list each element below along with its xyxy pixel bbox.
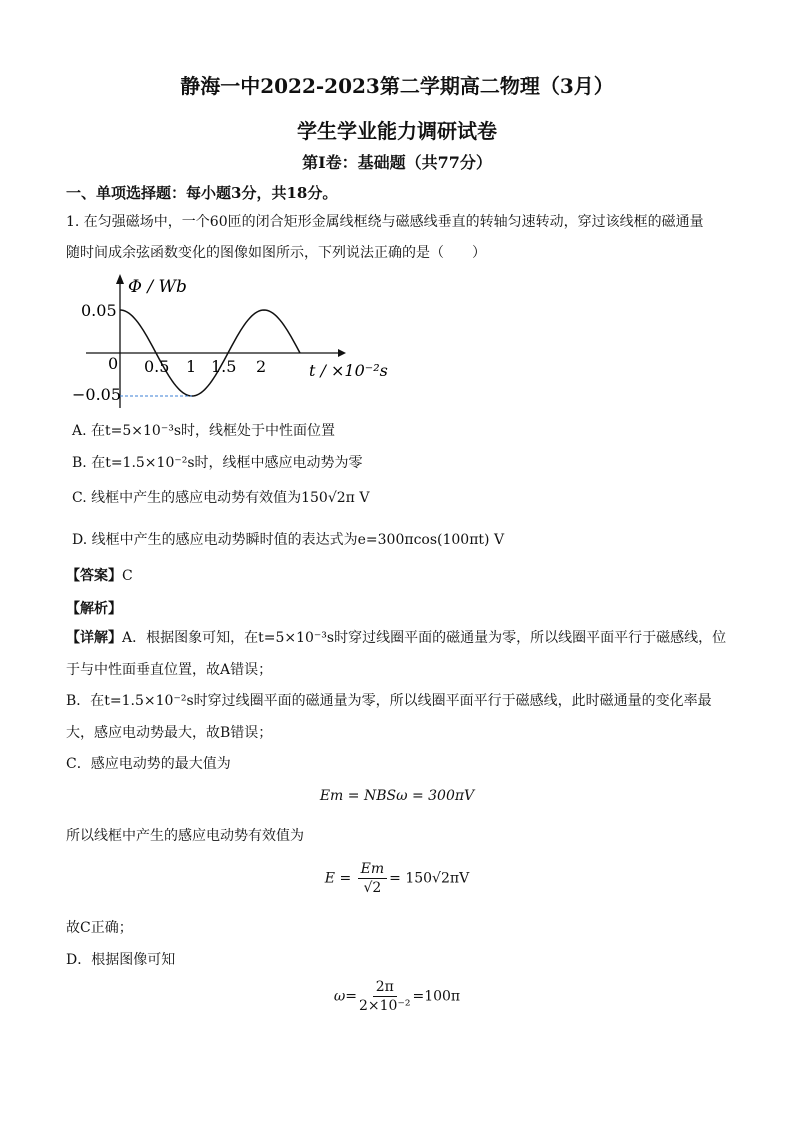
eq3-rhs: =100π [412, 988, 461, 1005]
equation-em: Em = NBSω = 300πV [319, 788, 475, 804]
equation-e [0, 860, 794, 897]
detail-tag: 【详解】 [66, 630, 122, 646]
analysis-b-line1: B．在t=1.5×10⁻²s时穿过线圈平面的磁通量为零，所以线圈平面平行于磁感线，此时磁通量的变化率最 [66, 693, 712, 709]
analysis-c-line1: C．感应电动势的最大值为 [66, 756, 231, 772]
x-tick-label: 2 [256, 357, 267, 376]
flux-graph [66, 268, 406, 418]
question-stem-line2: 随时间成余弦函数变化的图像如图所示，下列说法正确的是（ ） [66, 245, 486, 261]
origin-label: 0 [108, 354, 119, 373]
eq3-denominator: 2×10⁻² [359, 998, 411, 1014]
eq2-numerator: Em [358, 860, 388, 879]
analysis-c-line2: 所以线框中产生的感应电动势有效值为 [66, 828, 304, 844]
eq2-rhs: = 150√2πV [389, 870, 470, 887]
option-c: C. 线框中产生的感应电动势有效值为150√2π V [72, 490, 370, 506]
eq2-denominator: √2 [363, 880, 382, 896]
x-axis-arrow [338, 349, 346, 357]
answer-value: C [122, 568, 133, 584]
analysis-a-line1 [66, 628, 726, 648]
option-a: A. 在t=5×10⁻³s时，线框处于中性面位置 [72, 423, 336, 439]
x-axis-label: t / ×10⁻²s [309, 361, 388, 380]
analysis-tag: 【解析】 [66, 601, 122, 617]
eq3-lhs: ω= [333, 988, 358, 1005]
page-subtitle: 学生学业能力调研试卷 [297, 119, 497, 143]
eq2-lhs: E = [324, 870, 356, 887]
analysis-c-line3: 故C正确； [66, 920, 133, 936]
answer-tag: 【答案】 [66, 568, 122, 584]
answer-line [66, 566, 133, 586]
section-heading: 一、单项选择题：每小题3分，共18分。 [66, 184, 338, 202]
analysis-d-line1: D．根据图像可知 [66, 952, 176, 968]
page-title: 静海一中2022-2023第二学期高二物理（3月） [180, 74, 614, 98]
analysis-a-text: A．根据图象可知，在t=5×10⁻³s时穿过线圈平面的磁通量为零，所以线圈平面平行于磁感线，位 [122, 630, 727, 646]
y-max-label: 0.05 [81, 301, 117, 320]
analysis-b-line2: 大，感应电动势最大，故B错误； [66, 725, 273, 741]
analysis-a-line2: 于与中性面垂直位置，故A错误； [66, 662, 273, 678]
question-stem-line1: 1. 在匀强磁场中，一个60匝的闭合矩形金属线框绕与磁感线垂直的转轴匀速转动，穿过该线框的磁通量 [66, 214, 704, 230]
x-tick-label: 1 [186, 357, 197, 376]
x-tick-label: 0.5 [144, 357, 170, 376]
equation-omega [0, 978, 794, 1015]
part-heading: 第Ⅰ卷：基础题（共77分） [302, 153, 492, 172]
eq2-fraction [358, 860, 388, 897]
x-tick-label: 1.5 [211, 357, 237, 376]
y-min-label: −0.05 [72, 385, 122, 404]
option-d: D. 线框中产生的感应电动势瞬时值的表达式为e=300πcos(100πt) V [72, 532, 505, 548]
y-axis-label: Φ / Wb [128, 277, 187, 297]
eq3-numerator: 2π [373, 978, 397, 997]
y-axis-arrow [116, 274, 124, 284]
option-b: B. 在t=1.5×10⁻²s时，线框中感应电动势为零 [72, 455, 363, 471]
eq3-fraction [359, 978, 410, 1015]
